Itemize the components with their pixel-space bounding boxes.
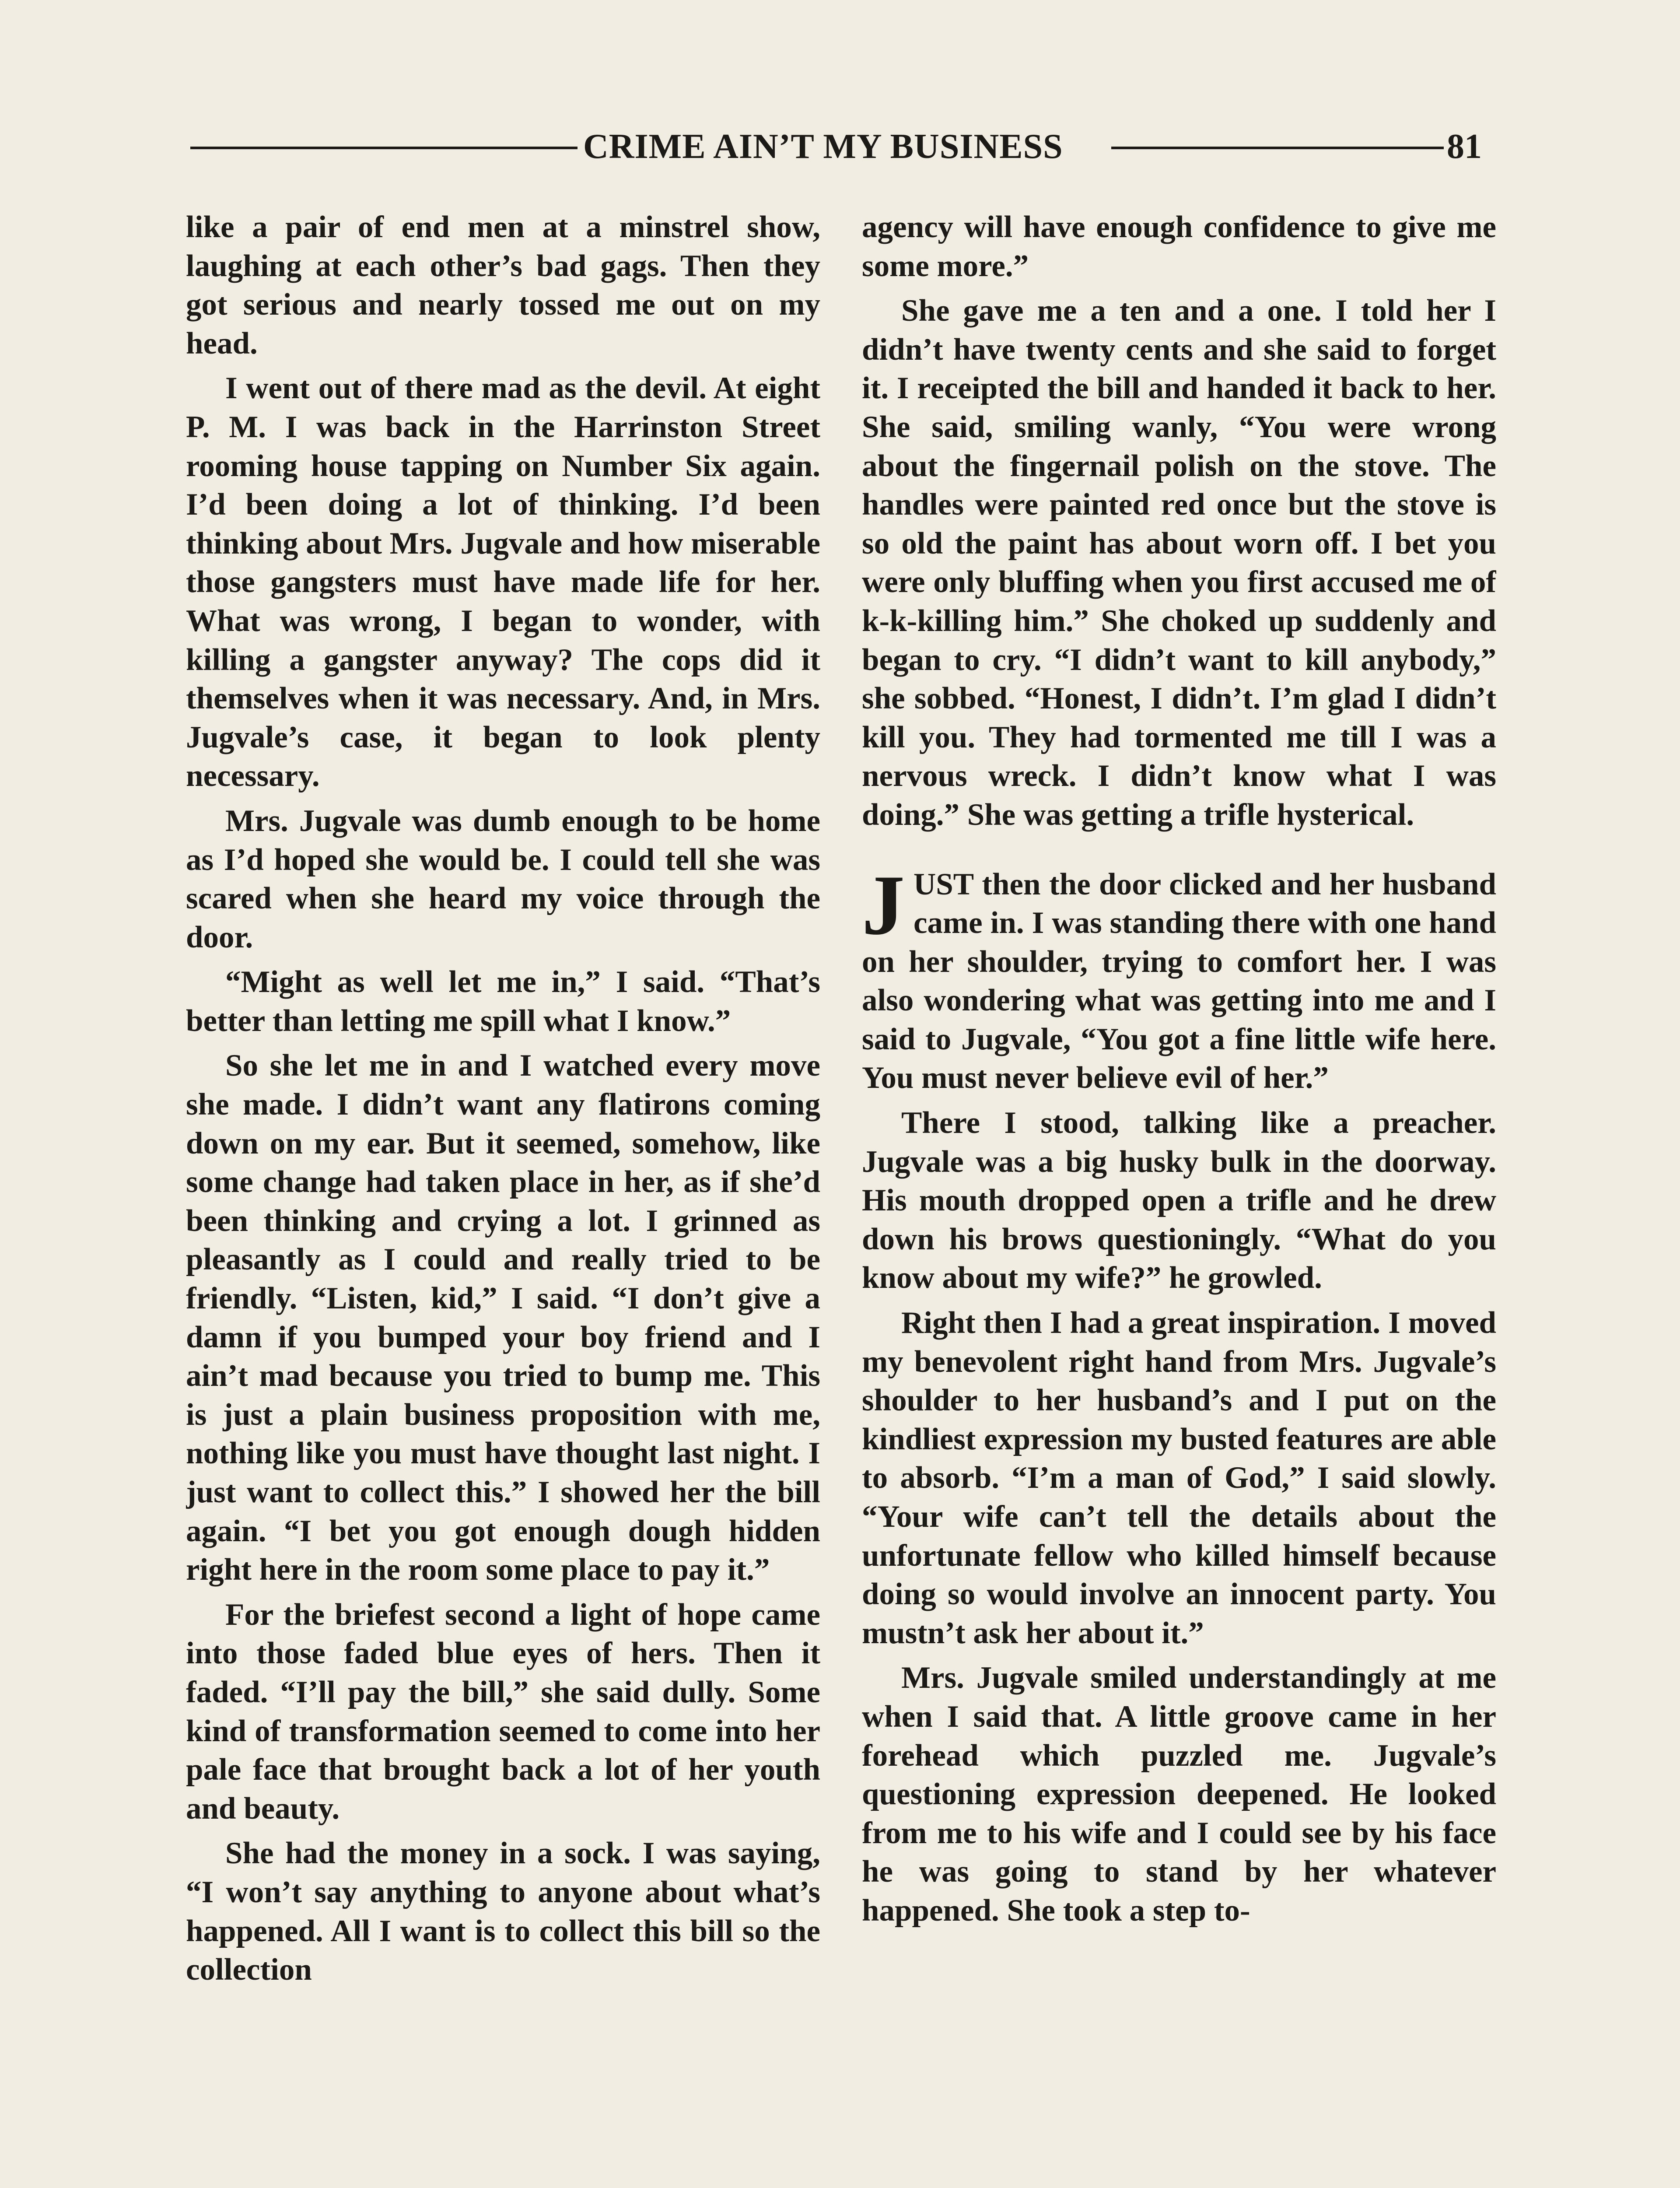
section-text: UST then the door clicked and her husband came in. I was standing there with one hand on her shoulder, trying to comfort her. I was also wondering what was getting into me and I said to Jugvale, “You got a fine little wife here. You must never believe evil of her.” bbox=[862, 867, 1496, 1095]
header-rule-left bbox=[190, 147, 578, 149]
paragraph: There I stood, talking like a preacher. Jugvale was a big husky bulk in the doorway. His mouth dropped open a trifle and he drew down his brows questioningly. “What do you know about my wife?” he growled. bbox=[862, 1106, 1496, 1295]
drop-cap: J bbox=[862, 857, 905, 953]
paragraph: She gave me a ten and a one. I told her I didn’t have twenty cents and she said to forget it. I receipted the bill and handed it back to her. She said, smiling wanly, “You were wrong about the fingernail polish on the stove. The handles were painted red once but the stove is so old the paint has about worn off. I bet you were only bluffing when you first accused me of k-k-killing him.” She choked up suddenly and began to cry. “I didn’t want to kill anybody,” she sobbed. “Honest, I didn’t. I’m glad I didn’t kill you. They had tormented me till I was a nervous wreck. I didn’t know what I was doing.” She was getting a trifle hysterical. bbox=[862, 294, 1496, 832]
paragraph: “Might as well let me in,” I said. “That’s better than letting me spill what I know.” bbox=[186, 965, 820, 1038]
header-rule-right bbox=[1111, 147, 1444, 149]
paragraph: I went out of there mad as the devil. At eight P. M. I was back in the Harrinston Street rooming house tapping on Number Six again. I’d been doing a lot of thinking. I’d been thinking about Mrs. Jugvale and how miserable those gangsters must have made life for her. What was wrong, I began to wonder, with killing a gangster anyway? The cops did it themselves when it was necessary. And, in Mrs. Jugvale’s case, it began to look plenty necessary. bbox=[186, 371, 820, 793]
left-column bbox=[186, 208, 820, 2188]
paragraph: like a pair of end men at a minstrel show, laughing at each other’s bad gags. Then they got serious and nearly tossed me out on my head. bbox=[186, 210, 820, 361]
paragraph: For the briefest second a light of hope came into those faded blue eyes of hers. Then it faded. “I’ll pay the bill,” she said dully. Some kind of transformation seemed to come into her pale face that brought back a lot of her youth and beauty. bbox=[186, 1597, 820, 1826]
paragraph: Right then I had a great inspiration. I moved my benevolent right hand from Mrs. Jugvale’s shoulder to her husband’s and I put on the kindliest expression my busted features are able to absorb. “I’m a man of God,” I said slowly. “Your wife can’t tell the details about the unfortunate fellow who killed himself because doing so would involve an innocent party. You mustn’t ask her about it.” bbox=[862, 1306, 1496, 1650]
section-opening-paragraph bbox=[862, 857, 1496, 1098]
paragraph: So she let me in and I watched every move she made. I didn’t want any flatirons coming down on my ear. But it seemed, somehow, like some change had taken place in her, as if she’d been thinking and crying a lot. I grinned as pleasantly as I could and really tried to be friendly. “Listen, kid,” I said. “I don’t give a damn if you bumped your boy friend and I ain’t mad because you tried to bump me. This is just a plain business proposition with me, nothing like you must have thought last night. I just want to collect this.” I showed her the bill again. “I bet you got enough dough hidden right here in the room some place to pay it.” bbox=[186, 1048, 820, 1587]
page-number: 81 bbox=[1447, 127, 1482, 166]
paragraph: Mrs. Jugvale was dumb enough to be home as I’d hoped she would be. I could tell she was scared when she heard my voice through the door. bbox=[186, 803, 820, 954]
running-title: CRIME AIN’T MY BUSINESS bbox=[583, 127, 1063, 166]
paragraph: Mrs. Jugvale smiled understandingly at me when I said that. A little groove came in her forehead which puzzled me. Jugvale’s questioning expression deepened. He looked from me to his wife and I could see by his face he was going to stand by her whatever happened. She took a step to- bbox=[862, 1661, 1496, 1928]
paragraph: She had the money in a sock. I was saying, “I won’t say anything to anyone about what’s happened. All I want is to collect this bill so the collection bbox=[186, 1836, 820, 1987]
running-header bbox=[190, 127, 1490, 166]
paragraph: agency will have enough confidence to give me some more.” bbox=[862, 210, 1496, 283]
right-column bbox=[862, 208, 1496, 2188]
